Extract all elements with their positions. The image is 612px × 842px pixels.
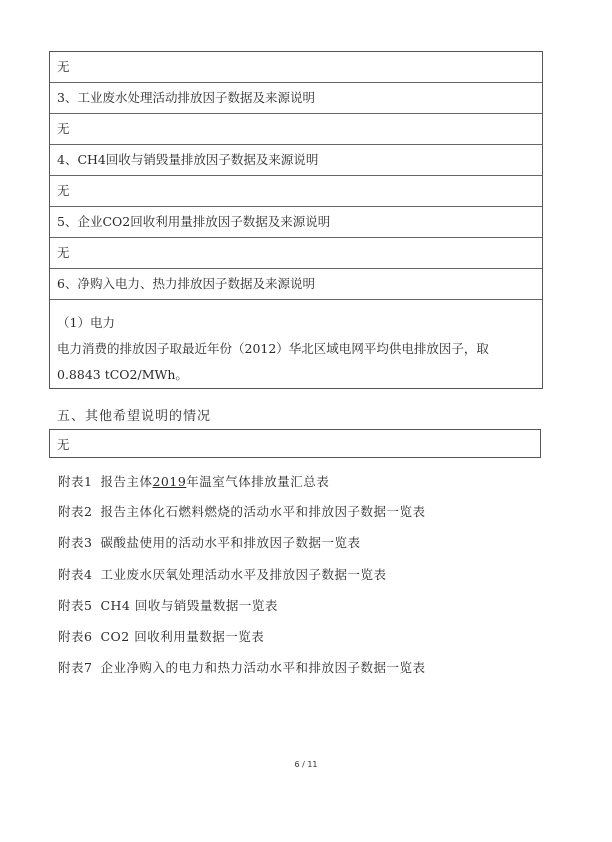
page-number: 6 / 11 — [294, 760, 318, 769]
row-text: 无 — [57, 245, 70, 260]
appendix-year: 2019 — [152, 474, 187, 489]
appendix-item — [58, 502, 425, 520]
appendix-text: 年温室气体排放量汇总表 — [186, 474, 330, 489]
electricity-line2: 0.8843 tCO2/MWh。 — [57, 367, 188, 382]
table-row — [50, 145, 542, 176]
appendix-num: 附表4 — [58, 567, 93, 582]
appendix-text: 工业废水厌氧处理活动水平及排放因子数据一览表 — [100, 567, 387, 582]
appendix-item — [58, 472, 329, 490]
row-text: 3、工业废水处理活动排放因子数据及来源说明 — [57, 90, 315, 105]
appendix-num: 附表3 — [58, 535, 93, 550]
row-text: 4、CH4回收与销毁量排放因子数据及来源说明 — [57, 152, 319, 167]
table-row — [50, 52, 542, 83]
table-row — [50, 269, 542, 300]
electricity-subheading: （1）电力 — [57, 315, 115, 330]
row-text: 5、企业CO2回收利用量排放因子数据及来源说明 — [57, 214, 331, 229]
appendix-num: 附表1 — [58, 474, 93, 489]
appendix-text: 碳酸盐使用的活动水平和排放因子数据一览表 — [100, 535, 361, 550]
appendix-item — [58, 596, 278, 614]
other-info-text: 无 — [57, 436, 70, 452]
appendix-item — [58, 627, 264, 645]
row-text: 无 — [57, 121, 70, 136]
table-row — [50, 207, 542, 238]
appendix-item — [58, 658, 425, 676]
appendix-num: 附表7 — [58, 660, 93, 675]
appendix-item — [58, 533, 360, 551]
row-text: 无 — [57, 59, 70, 74]
row-text: 6、净购入电力、热力排放因子数据及来源说明 — [57, 276, 315, 291]
appendix-num: 附表2 — [58, 504, 93, 519]
table-row — [50, 114, 542, 145]
table-row — [50, 238, 542, 269]
appendix-item — [58, 565, 386, 583]
section-heading: 五、其他希望说明的情况 — [57, 409, 212, 424]
row-text: 无 — [57, 183, 70, 198]
table-row — [50, 176, 542, 207]
appendix-num: 附表5 — [58, 598, 93, 613]
appendix-num: 附表6 — [58, 629, 93, 644]
appendix-text: CO2 回收利用量数据一览表 — [100, 629, 265, 644]
table-row — [50, 83, 542, 114]
appendix-text: 报告主体 — [100, 474, 153, 489]
electricity-line1: 电力消费的排放因子取最近年份（2012）华北区域电网平均供电排放因子，取 — [57, 341, 489, 356]
explanation-table — [49, 51, 543, 389]
other-info-box — [49, 429, 541, 458]
appendix-text: CH4 回收与销毁量数据一览表 — [100, 598, 278, 613]
appendix-text: 企业净购入的电力和热力活动水平和排放因子数据一览表 — [100, 660, 426, 675]
appendix-text: 报告主体化石燃料燃烧的活动水平和排放因子数据一览表 — [100, 504, 426, 519]
electricity-row — [50, 300, 542, 388]
